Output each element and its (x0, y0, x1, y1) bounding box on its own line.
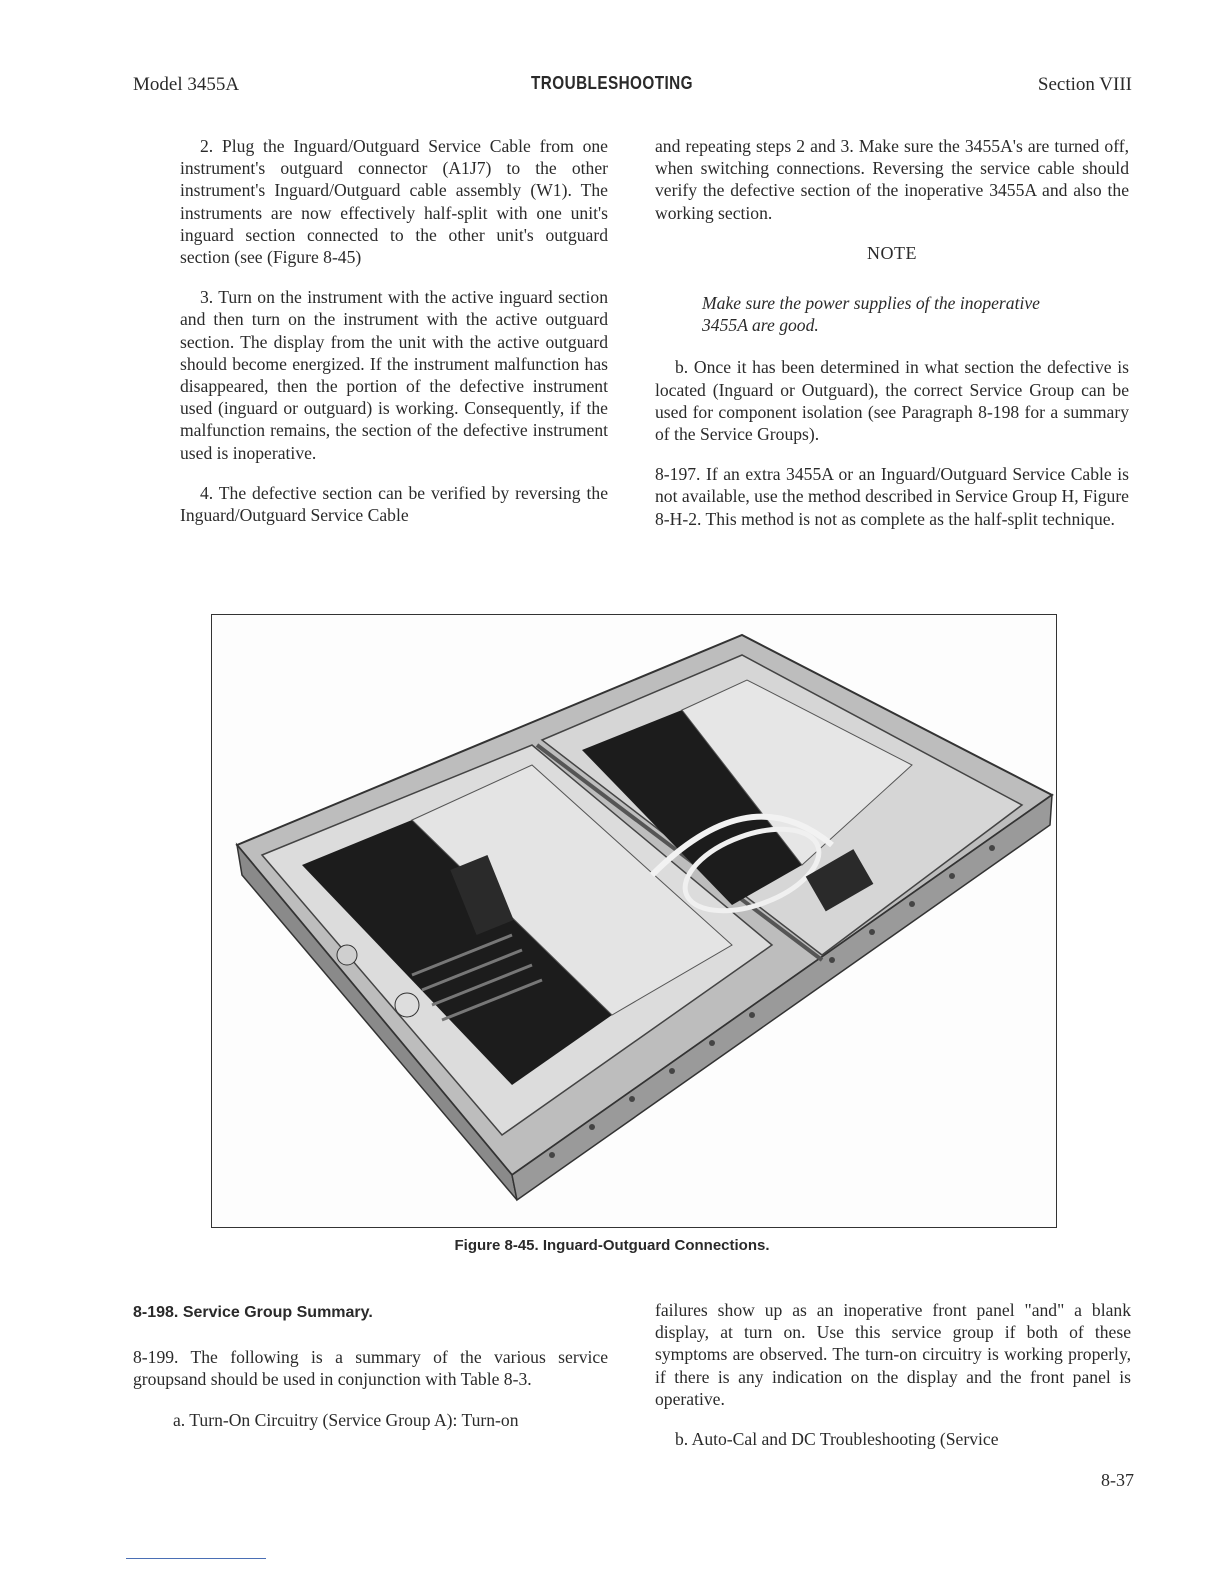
footer-rule (126, 1558, 266, 1559)
bottom-right-column (655, 1299, 1131, 1468)
right-column (655, 135, 1129, 548)
paragraph-step-3: 3. Turn on the instrument with the active inguard section and then turn on the instrument with the active outguard section. The display from the unit with the active outguard should become energized. If the instrument malfunction has disappeared, then the portion of the defective instrument used (inguard or outguard) is working. Consequently, if the malfunction remains, the section of the defective instrument used is inoperative. (180, 287, 608, 463)
paragraph-a: a. Turn-On Circuitry (Service Group A): Turn-on (173, 1409, 519, 1430)
paragraph-step-4-continued: and repeating steps 2 and 3. Make sure the 3455A's are turned off, when switching connections. Reversing the service cable should verify the defective section of the inoperative 3455A and also the working section. (655, 136, 1129, 223)
paragraph-8-197: 8-197. If an extra 3455A or an Inguard/Outguard Service Cable is not available, use the method described in Service Group H, Figure 8-H-2. This method is not as complete as the half-split technique. (655, 464, 1129, 529)
header-section: Section VIII (1037, 74, 1132, 95)
header-model: Model 3455A (133, 74, 240, 95)
figure-8-45-photo (211, 614, 1057, 1228)
paragraph-a-continued: failures show up as an inoperative front panel "and" a blank display, at turn on. Use this service group if both of these symptoms are observed. The turn-on circuitry is working properly, if there is any indication on the display and the front panel is operative. (655, 1300, 1131, 1409)
paragraph-8-199: 8-199. The following is a summary of the various service groupsand should be used in conjunction with Table 8-3. (133, 1347, 608, 1390)
paragraph-step-2: 2. Plug the Inguard/Outguard Service Cable from one instrument's outguard connector (A1J7) to the other instrument's Inguard/Outguard cable assembly (W1). The instruments are now effectively half-split with one unit's inguard section connected to the other unit's outguard section (see (Figure 8-45) (180, 136, 608, 268)
page-number: 8-37 (1101, 1470, 1134, 1490)
figure-caption: Figure 8-45. Inguard-Outguard Connections. (454, 1237, 770, 1254)
left-column (180, 135, 608, 544)
paragraph-b-service-group: b. Auto-Cal and DC Troubleshooting (Service (675, 1429, 999, 1450)
paragraph-b: b. Once it has been determined in what section the defective is located (Inguard or Outguard), the correct Service Group can be used for component isolation (see Paragraph 8-198 for a summary of the Service Groups). (655, 357, 1129, 445)
note-body: Make sure the power supplies of the inoperative 3455A are good. (702, 293, 1040, 336)
instrument-chassis-illustration (212, 615, 1057, 1228)
header-title: TROUBLESHOOTING (531, 73, 693, 93)
note-title: NOTE (867, 242, 917, 263)
section-heading-8-198: 8-198. Service Group Summary. (133, 1304, 373, 1321)
paragraph-step-4: 4. The defective section can be verified by reversing the Inguard/Outguard Service Cable (180, 482, 608, 526)
bottom-left-column (133, 1302, 608, 1449)
